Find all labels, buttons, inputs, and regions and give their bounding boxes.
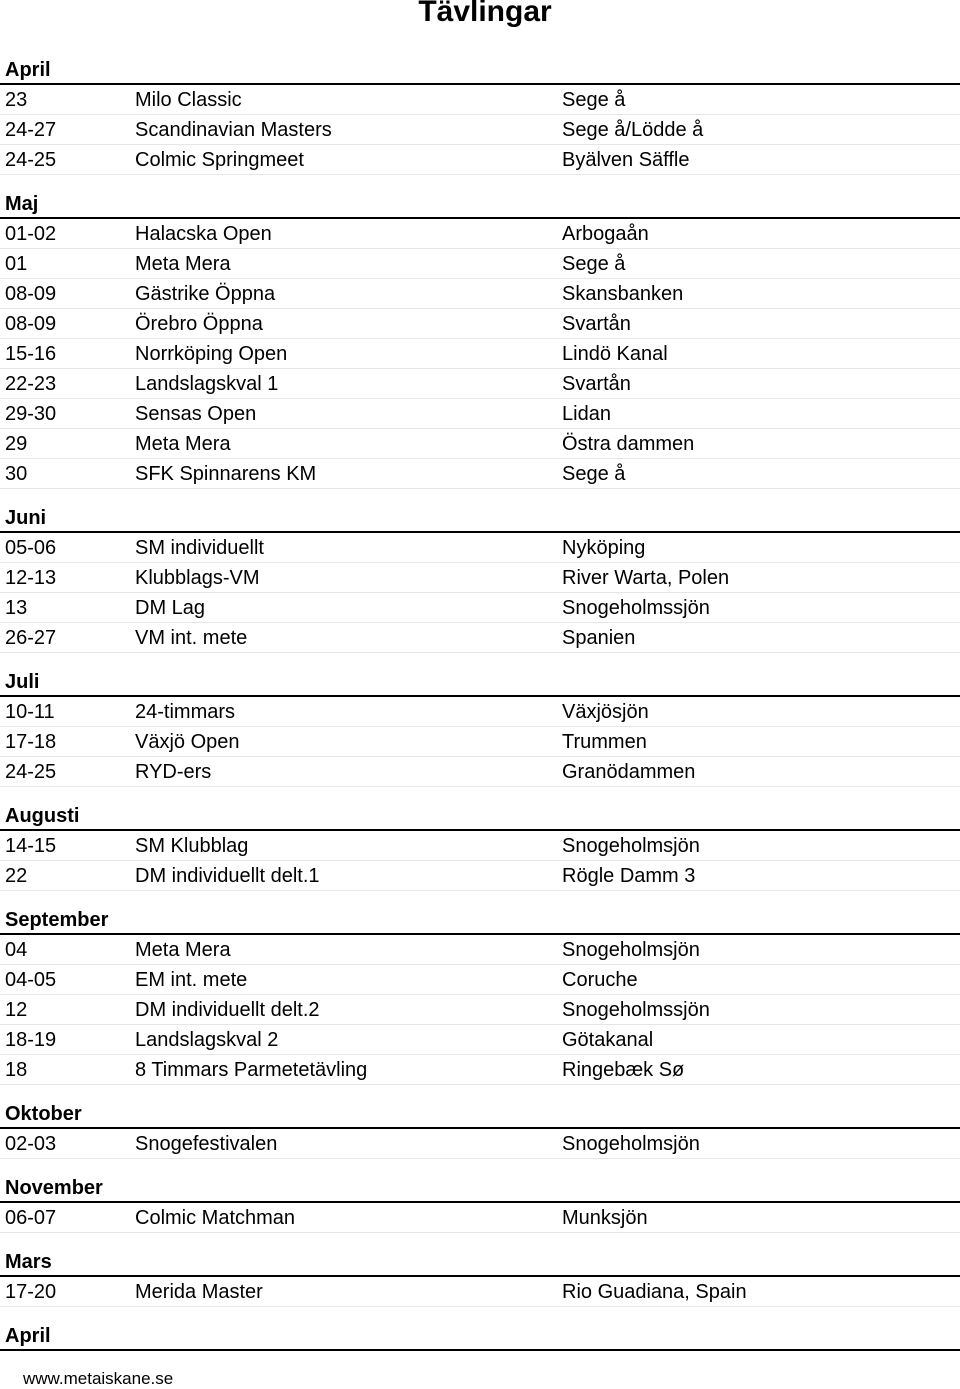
- event-place: Munksjön: [562, 1207, 648, 1229]
- event-place: Nyköping: [562, 537, 646, 559]
- event-name: Gästrike Öppna: [135, 283, 276, 305]
- event-date: 01: [5, 253, 28, 275]
- event-date: 05-06: [5, 537, 57, 559]
- event-name: DM Lag: [135, 597, 206, 619]
- event-row: [0, 965, 960, 995]
- event-row: [0, 593, 960, 623]
- event-row: [0, 831, 960, 861]
- event-name: SM individuellt: [135, 537, 264, 559]
- event-name: Milo Classic: [135, 89, 242, 111]
- event-date: 26-27: [5, 627, 57, 649]
- event-name: VM int. mete: [135, 627, 248, 649]
- event-place: Lidan: [562, 403, 611, 425]
- event-place: Svartån: [562, 313, 631, 335]
- event-date: 18-19: [5, 1029, 57, 1051]
- event-place: Snogeholmsjön: [562, 835, 700, 857]
- event-date: 17-18: [5, 731, 57, 753]
- month-heading: September: [0, 905, 960, 935]
- section-gap: [0, 787, 960, 801]
- month-heading: April: [0, 55, 960, 85]
- event-name: 8 Timmars Parmetetävling: [135, 1059, 368, 1081]
- event-place: Byälven Säffle: [562, 149, 690, 171]
- event-name: Colmic Matchman: [135, 1207, 296, 1229]
- event-place: Sege å: [562, 463, 626, 485]
- event-place: Svartån: [562, 373, 631, 395]
- event-date: 22: [5, 865, 28, 887]
- section-gap: [0, 653, 960, 667]
- month-heading: November: [0, 1173, 960, 1203]
- event-row: [0, 369, 960, 399]
- event-place: Växjösjön: [562, 701, 649, 723]
- event-place: Rio Guadiana, Spain: [562, 1281, 747, 1303]
- event-name: Landslagskval 2: [135, 1029, 279, 1051]
- event-date: 14-15: [5, 835, 57, 857]
- event-date: 15-16: [5, 343, 57, 365]
- event-name: Meta Mera: [135, 253, 231, 275]
- event-date: 18: [5, 1059, 28, 1081]
- event-name: Halacska Open: [135, 223, 272, 245]
- event-row: [0, 85, 960, 115]
- month-heading: Juli: [0, 667, 960, 697]
- section-gap: [0, 489, 960, 503]
- event-place: Spanien: [562, 627, 636, 649]
- event-row: [0, 219, 960, 249]
- event-name: Landslagskval 1: [135, 373, 279, 395]
- event-place: Sege å/Lödde å: [562, 119, 704, 141]
- month-heading: April: [0, 1321, 960, 1351]
- section-gap: [0, 1159, 960, 1173]
- event-row: [0, 995, 960, 1025]
- event-row: [0, 1025, 960, 1055]
- event-row: [0, 563, 960, 593]
- event-row: [0, 1203, 960, 1233]
- event-date: 29-30: [5, 403, 57, 425]
- event-row: [0, 533, 960, 563]
- event-place: Snogeholmssjön: [562, 597, 710, 619]
- event-date: 12-13: [5, 567, 57, 589]
- event-name: Klubblags-VM: [135, 567, 260, 589]
- event-name: SM Klubblag: [135, 835, 249, 857]
- section-gap: [0, 891, 960, 905]
- section-gap: [0, 175, 960, 189]
- event-place: Granödammen: [562, 761, 696, 783]
- event-name: Meta Mera: [135, 939, 231, 961]
- event-name: Merida Master: [135, 1281, 263, 1303]
- event-row: [0, 727, 960, 757]
- footer-url: www.metaiskane.se: [23, 1369, 174, 1388]
- event-date: 30: [5, 463, 28, 485]
- event-name: Meta Mera: [135, 433, 231, 455]
- event-place: Sege å: [562, 89, 626, 111]
- event-name: DM individuellt delt.1: [135, 865, 320, 887]
- event-place: Coruche: [562, 969, 638, 991]
- event-name: DM individuellt delt.2: [135, 999, 320, 1021]
- event-date: 04-05: [5, 969, 57, 991]
- event-place: Rögle Damm 3: [562, 865, 696, 887]
- section-gap: [0, 1307, 960, 1321]
- month-heading: Augusti: [0, 801, 960, 831]
- event-date: 24-25: [5, 149, 57, 171]
- event-date: 24-27: [5, 119, 57, 141]
- event-place: Trummen: [562, 731, 647, 753]
- month-heading: Maj: [0, 189, 960, 219]
- event-row: [0, 697, 960, 727]
- event-place: Lindö Kanal: [562, 343, 668, 365]
- event-row: [0, 623, 960, 653]
- event-date: 10-11: [5, 701, 55, 723]
- event-row: [0, 935, 960, 965]
- event-name: Colmic Springmeet: [135, 149, 304, 171]
- event-row: [0, 429, 960, 459]
- event-place: Östra dammen: [562, 433, 695, 455]
- event-row: [0, 115, 960, 145]
- section-gap: [0, 1085, 960, 1099]
- section-gap: [0, 1233, 960, 1247]
- event-place: Snogeholmssjön: [562, 999, 710, 1021]
- event-name: Växjö Open: [135, 731, 240, 753]
- event-date: 08-09: [5, 283, 57, 305]
- event-place: Snogeholmsjön: [562, 1133, 700, 1155]
- event-date: 08-09: [5, 313, 57, 335]
- event-row: [0, 399, 960, 429]
- event-date: 02-03: [5, 1133, 57, 1155]
- event-row: [0, 757, 960, 787]
- event-date: 01-02: [5, 223, 57, 245]
- month-heading: Mars: [0, 1247, 960, 1277]
- event-name: Sensas Open: [135, 403, 257, 425]
- event-row: [0, 309, 960, 339]
- event-name: Örebro Öppna: [135, 313, 263, 335]
- event-row: [0, 145, 960, 175]
- event-date: 06-07: [5, 1207, 57, 1229]
- event-row: [0, 249, 960, 279]
- event-place: Ringebæk Sø: [562, 1059, 685, 1081]
- event-date: 24-25: [5, 761, 57, 783]
- event-row: [0, 1055, 960, 1085]
- event-name: Snogefestivalen: [135, 1133, 278, 1155]
- event-name: RYD-ers: [135, 761, 212, 783]
- event-row: [0, 459, 960, 489]
- event-place: Arbogaån: [562, 223, 649, 245]
- event-date: 13: [5, 597, 28, 619]
- event-date: 22-23: [5, 373, 57, 395]
- event-name: Norrköping Open: [135, 343, 288, 365]
- event-row: [0, 339, 960, 369]
- page-title: Tävlingar: [418, 0, 552, 28]
- event-place: River Warta, Polen: [562, 567, 730, 589]
- event-date: 17-20: [5, 1281, 57, 1303]
- event-date: 29: [5, 433, 28, 455]
- event-date: 12: [5, 999, 28, 1021]
- event-name: SFK Spinnarens KM: [135, 463, 317, 485]
- event-date: 23: [5, 89, 28, 111]
- event-row: [0, 1129, 960, 1159]
- event-date: 04: [5, 939, 28, 961]
- competition-list: [0, 55, 960, 1351]
- event-place: Sege å: [562, 253, 626, 275]
- month-heading: Juni: [0, 503, 960, 533]
- event-row: [0, 861, 960, 891]
- event-name: EM int. mete: [135, 969, 248, 991]
- event-place: Snogeholmsjön: [562, 939, 700, 961]
- event-row: [0, 1277, 960, 1307]
- event-name: Scandinavian Masters: [135, 119, 332, 141]
- event-name: 24-timmars: [135, 701, 236, 723]
- event-place: Götakanal: [562, 1029, 654, 1051]
- month-heading: Oktober: [0, 1099, 960, 1129]
- event-row: [0, 279, 960, 309]
- event-place: Skansbanken: [562, 283, 684, 305]
